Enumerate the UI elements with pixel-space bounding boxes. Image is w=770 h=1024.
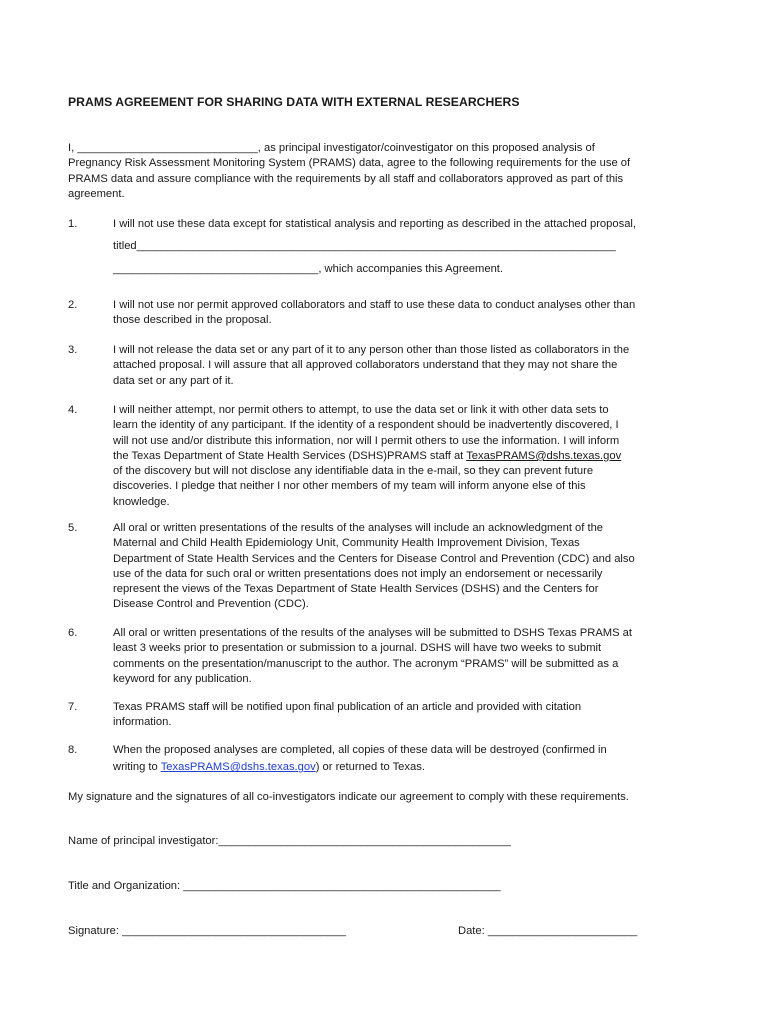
item-number: 3. bbox=[68, 344, 78, 356]
proposal-title-field[interactable]: titled_____________________________________________________________________________ bbox=[113, 240, 616, 253]
item-line: Texas PRAMS staff will be notified upon final publication of an article and provided with citation bbox=[113, 701, 582, 713]
item-number: 2. bbox=[68, 299, 78, 311]
intro-line: I, _____________________________, as principal investigator/coinvestigator on this proposed analysis of bbox=[68, 142, 595, 154]
item-line: Maternal and Child Health Epidemiology Unit, Community Health Improvement Division, Texas bbox=[113, 537, 580, 550]
item-line: I will not use nor permit approved collaborators and staff to use these data to conduct analyses other than bbox=[113, 299, 636, 311]
item-line: information. bbox=[113, 716, 172, 729]
item-line: comments on the presentation/manuscript to the author. The acronym “PRAMS” will be submitted as a bbox=[113, 657, 619, 670]
principal-investigator-name-field[interactable]: Name of principal investigator:_______________________________________________ bbox=[68, 835, 511, 847]
email-link[interactable]: TexasPRAMS@dshs.texas.gov bbox=[160, 761, 316, 774]
item-line: discoveries. I pledge that neither I nor other members of my team will inform anyone else of this bbox=[113, 480, 586, 493]
intro-paragraph bbox=[68, 141, 708, 202]
item-6-text bbox=[113, 626, 713, 687]
item-2-text bbox=[113, 298, 713, 329]
item-line: of the discovery but will not disclose any identifiable data in the e-mail, so they can prevent future bbox=[113, 465, 594, 478]
item-line: those described in the proposal. bbox=[113, 314, 272, 327]
item-number: 8. bbox=[68, 744, 78, 756]
intro-line: Pregnancy Risk Assessment Monitoring System (PRAMS) data, agree to the following requirements for the use of bbox=[68, 157, 631, 170]
item-number: 5. bbox=[68, 522, 78, 534]
item-line: learn the identity of any participant. If the identity of a respondent should be inadvertently discovered, I bbox=[113, 419, 619, 432]
email-link[interactable]: TexasPRAMS@dshs.texas.gov bbox=[466, 449, 622, 462]
item-line: I will neither attempt, nor permit others to attempt, to use the data set or link it with other data sets to bbox=[113, 404, 609, 416]
item-line: _________________________________, which accompanies this Agreement. bbox=[113, 262, 504, 275]
item-line bbox=[113, 760, 713, 775]
item-line: will not use and/or distribute this information, nor will I permit others to use the information. I will inform bbox=[113, 434, 620, 447]
document-title: PRAMS AGREEMENT FOR SHARING DATA WITH EXTERNAL RESEARCHERS bbox=[68, 95, 520, 109]
title-organization-field[interactable]: Title and Organization: ___________________________________________________ bbox=[68, 880, 501, 892]
signature-field[interactable]: Signature: ____________________________________ bbox=[68, 925, 347, 937]
intro-line: PRAMS data and assure compliance with the requirements by all staff and collaborators approved as part of this bbox=[68, 172, 624, 185]
item-number: 4. bbox=[68, 404, 78, 416]
item-line bbox=[113, 449, 713, 464]
item-line: keyword for any publication. bbox=[113, 672, 252, 685]
item-line-text: writing to bbox=[113, 761, 161, 774]
item-line: Department of State Health Services and the Centers for Disease Control and Prevention (CDC) and also bbox=[113, 552, 635, 565]
closing-statement: My signature and the signatures of all co-investigators indicate our agreement to comply with these requirements. bbox=[68, 791, 629, 803]
item-line: attached proposal. I will assure that all approved collaborators understand that they may not share the bbox=[113, 359, 618, 372]
item-line: I will not release the data set or any part of it to any person other than those listed as collaborators in the bbox=[113, 344, 630, 356]
intro-line: agreement. bbox=[68, 187, 125, 200]
item-3-text bbox=[113, 343, 713, 389]
date-field[interactable]: Date: ________________________ bbox=[458, 925, 638, 937]
item-line-text: the Texas Department of State Health Services (DSHS)PRAMS staff at bbox=[113, 449, 467, 462]
item-line: When the proposed analyses are completed, all copies of these data will be destroyed (confirmed in bbox=[113, 744, 607, 756]
item-line: use of the data for such oral or written presentations does not imply an endorsement or necessarily bbox=[113, 567, 603, 580]
item-7-text bbox=[113, 700, 713, 731]
item-line: least 3 weeks prior to presentation or submission to a journal. DSHS will have two weeks to submit bbox=[113, 642, 602, 655]
item-number: 7. bbox=[68, 701, 78, 713]
item-line: knowledge. bbox=[113, 495, 170, 508]
item-line-text: ) or returned to Texas. bbox=[315, 761, 425, 774]
item-8-text bbox=[113, 743, 713, 776]
item-line: All oral or written presentations of the results of the analyses will be submitted to DSHS Texas PRAMS at bbox=[113, 627, 633, 639]
item-line: All oral or written presentations of the results of the analyses will include an acknowledgment of the bbox=[113, 522, 604, 534]
item-number: 1. bbox=[68, 218, 78, 230]
item-line: data set or any part of it. bbox=[113, 374, 234, 387]
item-number: 6. bbox=[68, 627, 78, 639]
item-line: I will not use these data except for statistical analysis and reporting as described in the attached proposal, bbox=[113, 218, 637, 230]
item-line: represent the views of the Texas Department of State Health Services (DSHS) and the Centers for bbox=[113, 583, 599, 596]
item-4-text bbox=[113, 403, 713, 510]
item-1-text bbox=[113, 217, 713, 277]
item-line: Disease Control and Prevention (CDC). bbox=[113, 598, 309, 611]
item-5-text bbox=[113, 521, 713, 613]
